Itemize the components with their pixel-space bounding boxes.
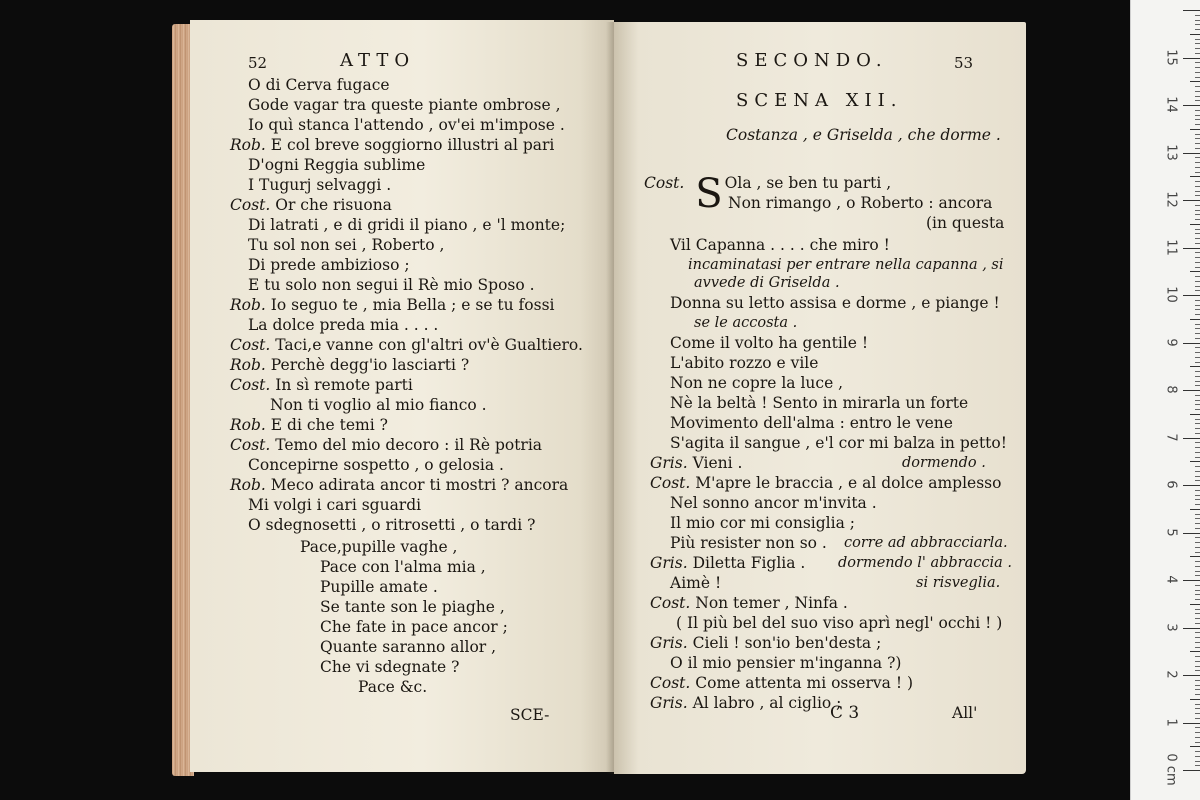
ruler-tick	[1190, 651, 1200, 652]
ruler-tick	[1190, 461, 1200, 462]
ruler-tick	[1183, 10, 1200, 11]
ruler-tick	[1195, 371, 1200, 372]
ruler-tick	[1195, 561, 1200, 562]
ruler-tick	[1195, 613, 1200, 614]
ruler-tick	[1195, 162, 1200, 163]
signature-mark: C 3	[830, 703, 860, 723]
ruler-tick	[1190, 604, 1200, 605]
ruler-tick	[1195, 395, 1200, 396]
ruler-tick	[1195, 623, 1200, 624]
verse-line: Come il volto ha gentile !	[670, 334, 869, 352]
ruler-tick	[1195, 195, 1200, 196]
ruler-tick	[1195, 167, 1200, 168]
ruler-tick	[1195, 352, 1200, 353]
ruler-tick	[1195, 77, 1200, 78]
verse-line: Rob. E col breve soggiorno illustri al pari	[230, 136, 555, 154]
ruler-tick	[1195, 338, 1200, 339]
ruler-tick	[1195, 537, 1200, 538]
running-header-right: SECONDO.	[736, 50, 888, 71]
scene-characters: Costanza , e Griselda , che dorme .	[726, 126, 1001, 144]
ruler-tick	[1195, 219, 1200, 220]
ruler-tick	[1195, 680, 1200, 681]
ruler-tick	[1190, 556, 1200, 557]
ruler-tick	[1195, 124, 1200, 125]
verse-line: L'abito rozzo e vile	[670, 354, 819, 372]
ruler-tick	[1195, 685, 1200, 686]
ruler-tick	[1190, 699, 1200, 700]
verse-line: Gris. Al labro , al ciglio ;	[650, 694, 842, 712]
ruler-tick	[1195, 666, 1200, 667]
ruler-tick	[1195, 670, 1200, 671]
ruler-tick	[1195, 708, 1200, 709]
ruler-tick	[1195, 214, 1200, 215]
aria-line: Che vi sdegnate ?	[320, 658, 460, 676]
verse-line: Nè la beltà ! Sento in mirarla un forte	[670, 394, 969, 412]
ruler-tick	[1195, 115, 1200, 116]
ruler-tick	[1195, 761, 1200, 762]
ruler-tick	[1195, 542, 1200, 543]
ruler-tick	[1195, 637, 1200, 638]
ruler-tick	[1195, 134, 1200, 135]
ruler-tick	[1183, 390, 1200, 391]
ruler-label: 4	[1163, 575, 1179, 584]
verse-line: Cost. Or che risuona	[230, 196, 392, 214]
ruler-tick	[1195, 575, 1200, 576]
ruler-tick	[1183, 58, 1200, 59]
stage-direction: corre ad abbracciarla.	[844, 535, 1008, 551]
aria-line: Pace con l'alma mia ,	[320, 558, 486, 576]
ruler-tick	[1195, 385, 1200, 386]
catchword-right: All'	[952, 704, 978, 722]
ruler-tick	[1195, 433, 1200, 434]
verse-line: Cost. Non temer , Ninfa .	[650, 594, 848, 612]
ruler-tick	[1195, 528, 1200, 529]
ruler-tick	[1195, 205, 1200, 206]
ruler-tick	[1195, 347, 1200, 348]
stage-direction: incaminatasi per entrare nella capanna , si	[688, 257, 1004, 273]
ruler-label: 13	[1163, 143, 1179, 161]
ruler-tick	[1195, 694, 1200, 695]
ruler-label: 7	[1163, 432, 1179, 442]
verse-line: Tu sol non sei , Roberto ,	[248, 236, 445, 254]
ruler-tick	[1195, 276, 1200, 277]
ruler-tick	[1190, 366, 1200, 367]
ruler-tick	[1190, 129, 1200, 130]
ruler-tick	[1195, 210, 1200, 211]
ruler-tick	[1195, 409, 1200, 410]
verse-line: I Tugurj selvaggi .	[248, 176, 392, 194]
ruler-tick	[1195, 661, 1200, 662]
ruler-tick	[1183, 485, 1200, 486]
ruler-tick	[1195, 233, 1200, 234]
ruler-tick	[1195, 309, 1200, 310]
catchword-left: SCE-	[510, 706, 550, 724]
verse-line: Rob. Perchè degg'io lasciarti ?	[230, 356, 470, 374]
verse-line: Io quì stanca l'attendo , ov'ei m'impose .	[248, 116, 565, 134]
ruler-label: 5	[1163, 527, 1179, 537]
ruler-tick	[1195, 647, 1200, 648]
ruler-tick	[1183, 770, 1200, 771]
ruler-label: 9	[1163, 337, 1179, 347]
ruler-label: 6	[1163, 480, 1179, 489]
ruler-tick	[1183, 675, 1200, 676]
ruler-tick	[1195, 314, 1200, 315]
verse-line: Cost. Taci,e vanne con gl'altri ov'è Gualtiero.	[230, 336, 583, 354]
ruler-tick	[1195, 262, 1200, 263]
ruler-tick	[1195, 15, 1200, 16]
ruler-tick	[1195, 732, 1200, 733]
ruler-tick	[1195, 499, 1200, 500]
verse-line: Nel sonno ancor m'invita .	[670, 494, 877, 512]
ruler-tick	[1190, 224, 1200, 225]
verse-line: O sdegnosetti , o ritrosetti , o tardi ?	[248, 516, 536, 534]
aria-line: Se tante son le piaghe ,	[320, 598, 505, 616]
verse-line: Cost. S Ola , se ben tu parti ,	[644, 171, 892, 217]
ruler-tick	[1195, 618, 1200, 619]
ruler-tick	[1183, 200, 1200, 201]
verse-line: Il mio cor mi consiglia ;	[670, 514, 855, 532]
ruler-label: 8	[1163, 385, 1179, 394]
page-number-right: 53	[954, 54, 974, 72]
ruler-tick	[1195, 594, 1200, 595]
ruler-tick	[1195, 547, 1200, 548]
ruler-tick	[1195, 751, 1200, 752]
ruler-tick	[1195, 404, 1200, 405]
ruler-tick	[1195, 324, 1200, 325]
ruler-tick	[1195, 243, 1200, 244]
verse-line: ( Il più bel del suo viso aprì negl' occhi ! )	[676, 614, 1003, 632]
ruler-tick	[1195, 143, 1200, 144]
ruler-tick	[1195, 39, 1200, 40]
verse-line: Cost. Come attenta mi osserva ! )	[650, 674, 914, 692]
ruler-tick	[1195, 138, 1200, 139]
ruler-tick	[1183, 580, 1200, 581]
ruler-label: 2	[1163, 670, 1179, 679]
aria-line: Che fate in pace ancor ;	[320, 618, 508, 636]
scene-title: SCENA XII.	[736, 90, 903, 111]
verse-line: Di latrati , e di gridi il piano , e 'l monte;	[248, 216, 566, 234]
ruler-tick	[1195, 400, 1200, 401]
ruler-tick	[1190, 746, 1200, 747]
ruler-tick	[1195, 172, 1200, 173]
right-page	[614, 22, 1026, 774]
ruler-tick	[1195, 765, 1200, 766]
ruler-tick	[1195, 86, 1200, 87]
ruler-tick	[1195, 357, 1200, 358]
ruler-tick	[1195, 376, 1200, 377]
ruler-tick	[1195, 504, 1200, 505]
verse-line: Di prede ambizioso ;	[248, 256, 410, 274]
ruler-tick	[1195, 609, 1200, 610]
verse-line: Rob. E di che temi ?	[230, 416, 388, 434]
ruler-tick	[1195, 642, 1200, 643]
aria-line: Pace,pupille vaghe ,	[300, 538, 458, 556]
verse-line: Non rimango , o Roberto : ancora	[728, 194, 993, 212]
drop-cap: S	[695, 171, 723, 217]
verse-line: Movimento dell'alma : entro le vene	[670, 414, 953, 432]
aria-line: Pace &c.	[358, 678, 428, 696]
verse-line: O di Cerva fugace	[248, 76, 390, 94]
ruler-tick	[1195, 62, 1200, 63]
ruler-tick	[1195, 466, 1200, 467]
stage-direction: avvede di Griselda .	[694, 275, 840, 291]
ruler-tick	[1183, 533, 1200, 534]
ruler-tick	[1195, 471, 1200, 472]
ruler-tick	[1195, 362, 1200, 363]
ruler-tick	[1195, 181, 1200, 182]
ruler-tick	[1195, 514, 1200, 515]
ruler-tick	[1195, 91, 1200, 92]
ruler-tick	[1195, 191, 1200, 192]
verse-line: Cost. In sì remote parti	[230, 376, 413, 394]
ruler-tick	[1183, 153, 1200, 154]
ruler-tick	[1195, 328, 1200, 329]
ruler-tick	[1190, 319, 1200, 320]
ruler-tick	[1195, 518, 1200, 519]
stage-direction: dormendo .	[902, 455, 986, 471]
ruler-tick	[1190, 509, 1200, 510]
ruler-tick	[1195, 713, 1200, 714]
ruler-tick	[1183, 438, 1200, 439]
ruler-tick	[1195, 447, 1200, 448]
ruler-tick	[1183, 628, 1200, 629]
verse-line: O il mio pensier m'inganna ?)	[670, 654, 902, 672]
ruler-tick	[1195, 704, 1200, 705]
ruler-tick	[1195, 571, 1200, 572]
ruler-tick	[1190, 176, 1200, 177]
ruler-tick	[1195, 552, 1200, 553]
verse-line: Aimè !	[670, 574, 722, 592]
ruler-tick	[1195, 490, 1200, 491]
ruler-tick	[1195, 281, 1200, 282]
ruler-label: 15	[1163, 48, 1179, 66]
ruler-tick	[1190, 414, 1200, 415]
ruler-tick	[1195, 238, 1200, 239]
page-number-left: 52	[248, 54, 268, 72]
verse-line: Vil Capanna . . . . che miro !	[670, 236, 890, 254]
ruler-tick	[1195, 267, 1200, 268]
verse-line: Donna su letto assisa e dorme , e piange !	[670, 294, 1000, 312]
verse-line: D'ogni Reggia sublime	[248, 156, 426, 174]
ruler-label: 14	[1163, 96, 1179, 113]
ruler-tick	[1195, 43, 1200, 44]
verse-line: S'agita il sangue , e'l cor mi balza in petto!	[670, 434, 1007, 452]
ruler-tick	[1195, 452, 1200, 453]
verse-line: Gris. Cieli ! son'io ben'desta ;	[650, 634, 882, 652]
ruler-tick	[1195, 523, 1200, 524]
stage-direction: si risveglia.	[916, 575, 1001, 591]
ruler-tick	[1195, 96, 1200, 97]
measuring-ruler	[1130, 0, 1200, 800]
ruler-tick	[1195, 72, 1200, 73]
ruler-tick	[1195, 381, 1200, 382]
verse-line: Più resister non so .	[670, 534, 827, 552]
ruler-tick	[1190, 81, 1200, 82]
left-page	[190, 20, 614, 772]
running-header-left: ATTO	[340, 50, 416, 71]
ruler-tick	[1195, 20, 1200, 21]
verse-line: Concepirne sospetto , o gelosia .	[248, 456, 504, 474]
ruler-tick	[1195, 119, 1200, 120]
ruler-tick	[1195, 428, 1200, 429]
ruler-tick	[1195, 656, 1200, 657]
ruler-tick	[1195, 442, 1200, 443]
ruler-tick	[1183, 105, 1200, 106]
ruler-tick	[1195, 480, 1200, 481]
ruler-tick	[1195, 110, 1200, 111]
ruler-tick	[1183, 248, 1200, 249]
ruler-tick	[1195, 495, 1200, 496]
ruler-tick	[1195, 48, 1200, 49]
stage-direction: dormendo l' abbraccia .	[838, 555, 1012, 571]
ruler-label: 3	[1163, 622, 1179, 632]
ruler-label: 12	[1163, 191, 1179, 208]
ruler-tick	[1195, 286, 1200, 287]
stage-direction: se le accosta .	[694, 315, 798, 331]
verse-line: Gode vagar tra queste piante ombrose ,	[248, 96, 561, 114]
ruler-tick	[1190, 34, 1200, 35]
ruler-label: 1	[1163, 717, 1179, 727]
ruler-tick	[1195, 290, 1200, 291]
ruler-tick	[1195, 423, 1200, 424]
ruler-tick	[1195, 186, 1200, 187]
ruler-tick	[1183, 723, 1200, 724]
ruler-tick	[1195, 24, 1200, 25]
ruler-tick	[1195, 599, 1200, 600]
ruler-tick	[1195, 737, 1200, 738]
ruler-tick	[1195, 67, 1200, 68]
ruler-tick	[1195, 300, 1200, 301]
ruler-tick	[1195, 229, 1200, 230]
ruler-tick	[1195, 590, 1200, 591]
verse-line: Non ti voglio al mio fianco .	[270, 396, 487, 414]
verse-line: Rob. Io seguo te , mia Bella ; e se tu fossi	[230, 296, 555, 314]
ruler-tick	[1195, 632, 1200, 633]
verse-line: Cost. M'apre le braccia , e al dolce amplesso	[650, 474, 1002, 492]
ruler-tick	[1195, 585, 1200, 586]
ruler-tick	[1183, 343, 1200, 344]
ruler-tick	[1195, 727, 1200, 728]
ruler-tick	[1195, 257, 1200, 258]
ruler-tick	[1195, 689, 1200, 690]
ruler-label: 0 cm	[1163, 753, 1179, 786]
ruler-tick	[1195, 566, 1200, 567]
verse-line: Gris. Diletta Figlia .	[650, 554, 806, 572]
ruler-label: 10	[1163, 286, 1179, 303]
verse-line: E tu solo non segui il Rè mio Sposo .	[248, 276, 535, 294]
ruler-tick	[1195, 157, 1200, 158]
ruler-tick	[1195, 742, 1200, 743]
ruler-tick	[1195, 718, 1200, 719]
ruler-tick	[1195, 756, 1200, 757]
ruler-tick	[1195, 148, 1200, 149]
ruler-label: 11	[1163, 238, 1179, 256]
ruler-tick	[1195, 457, 1200, 458]
ruler-tick	[1183, 295, 1200, 296]
verse-line: (in questa	[926, 214, 1005, 232]
ruler-tick	[1190, 271, 1200, 272]
verse-line: Cost. Temo del mio decoro : il Rè potria	[230, 436, 543, 454]
verse-line: La dolce preda mia . . . .	[248, 316, 439, 334]
ruler-tick	[1195, 29, 1200, 30]
ruler-tick	[1195, 333, 1200, 334]
ruler-tick	[1195, 305, 1200, 306]
aria-line: Quante saranno allor ,	[320, 638, 497, 656]
ruler-tick	[1195, 476, 1200, 477]
ruler-tick	[1195, 419, 1200, 420]
ruler-tick	[1195, 53, 1200, 54]
ruler-tick	[1195, 100, 1200, 101]
aria-line: Pupille amate .	[320, 578, 438, 596]
ruler-tick	[1195, 252, 1200, 253]
verse-line: Gris. Vieni .	[650, 454, 743, 472]
verse-line: Mi volgi i cari sguardi	[248, 496, 422, 514]
verse-line: Rob. Meco adirata ancor ti mostri ? ancora	[230, 476, 569, 494]
verse-line: Non ne copre la luce ,	[670, 374, 844, 392]
